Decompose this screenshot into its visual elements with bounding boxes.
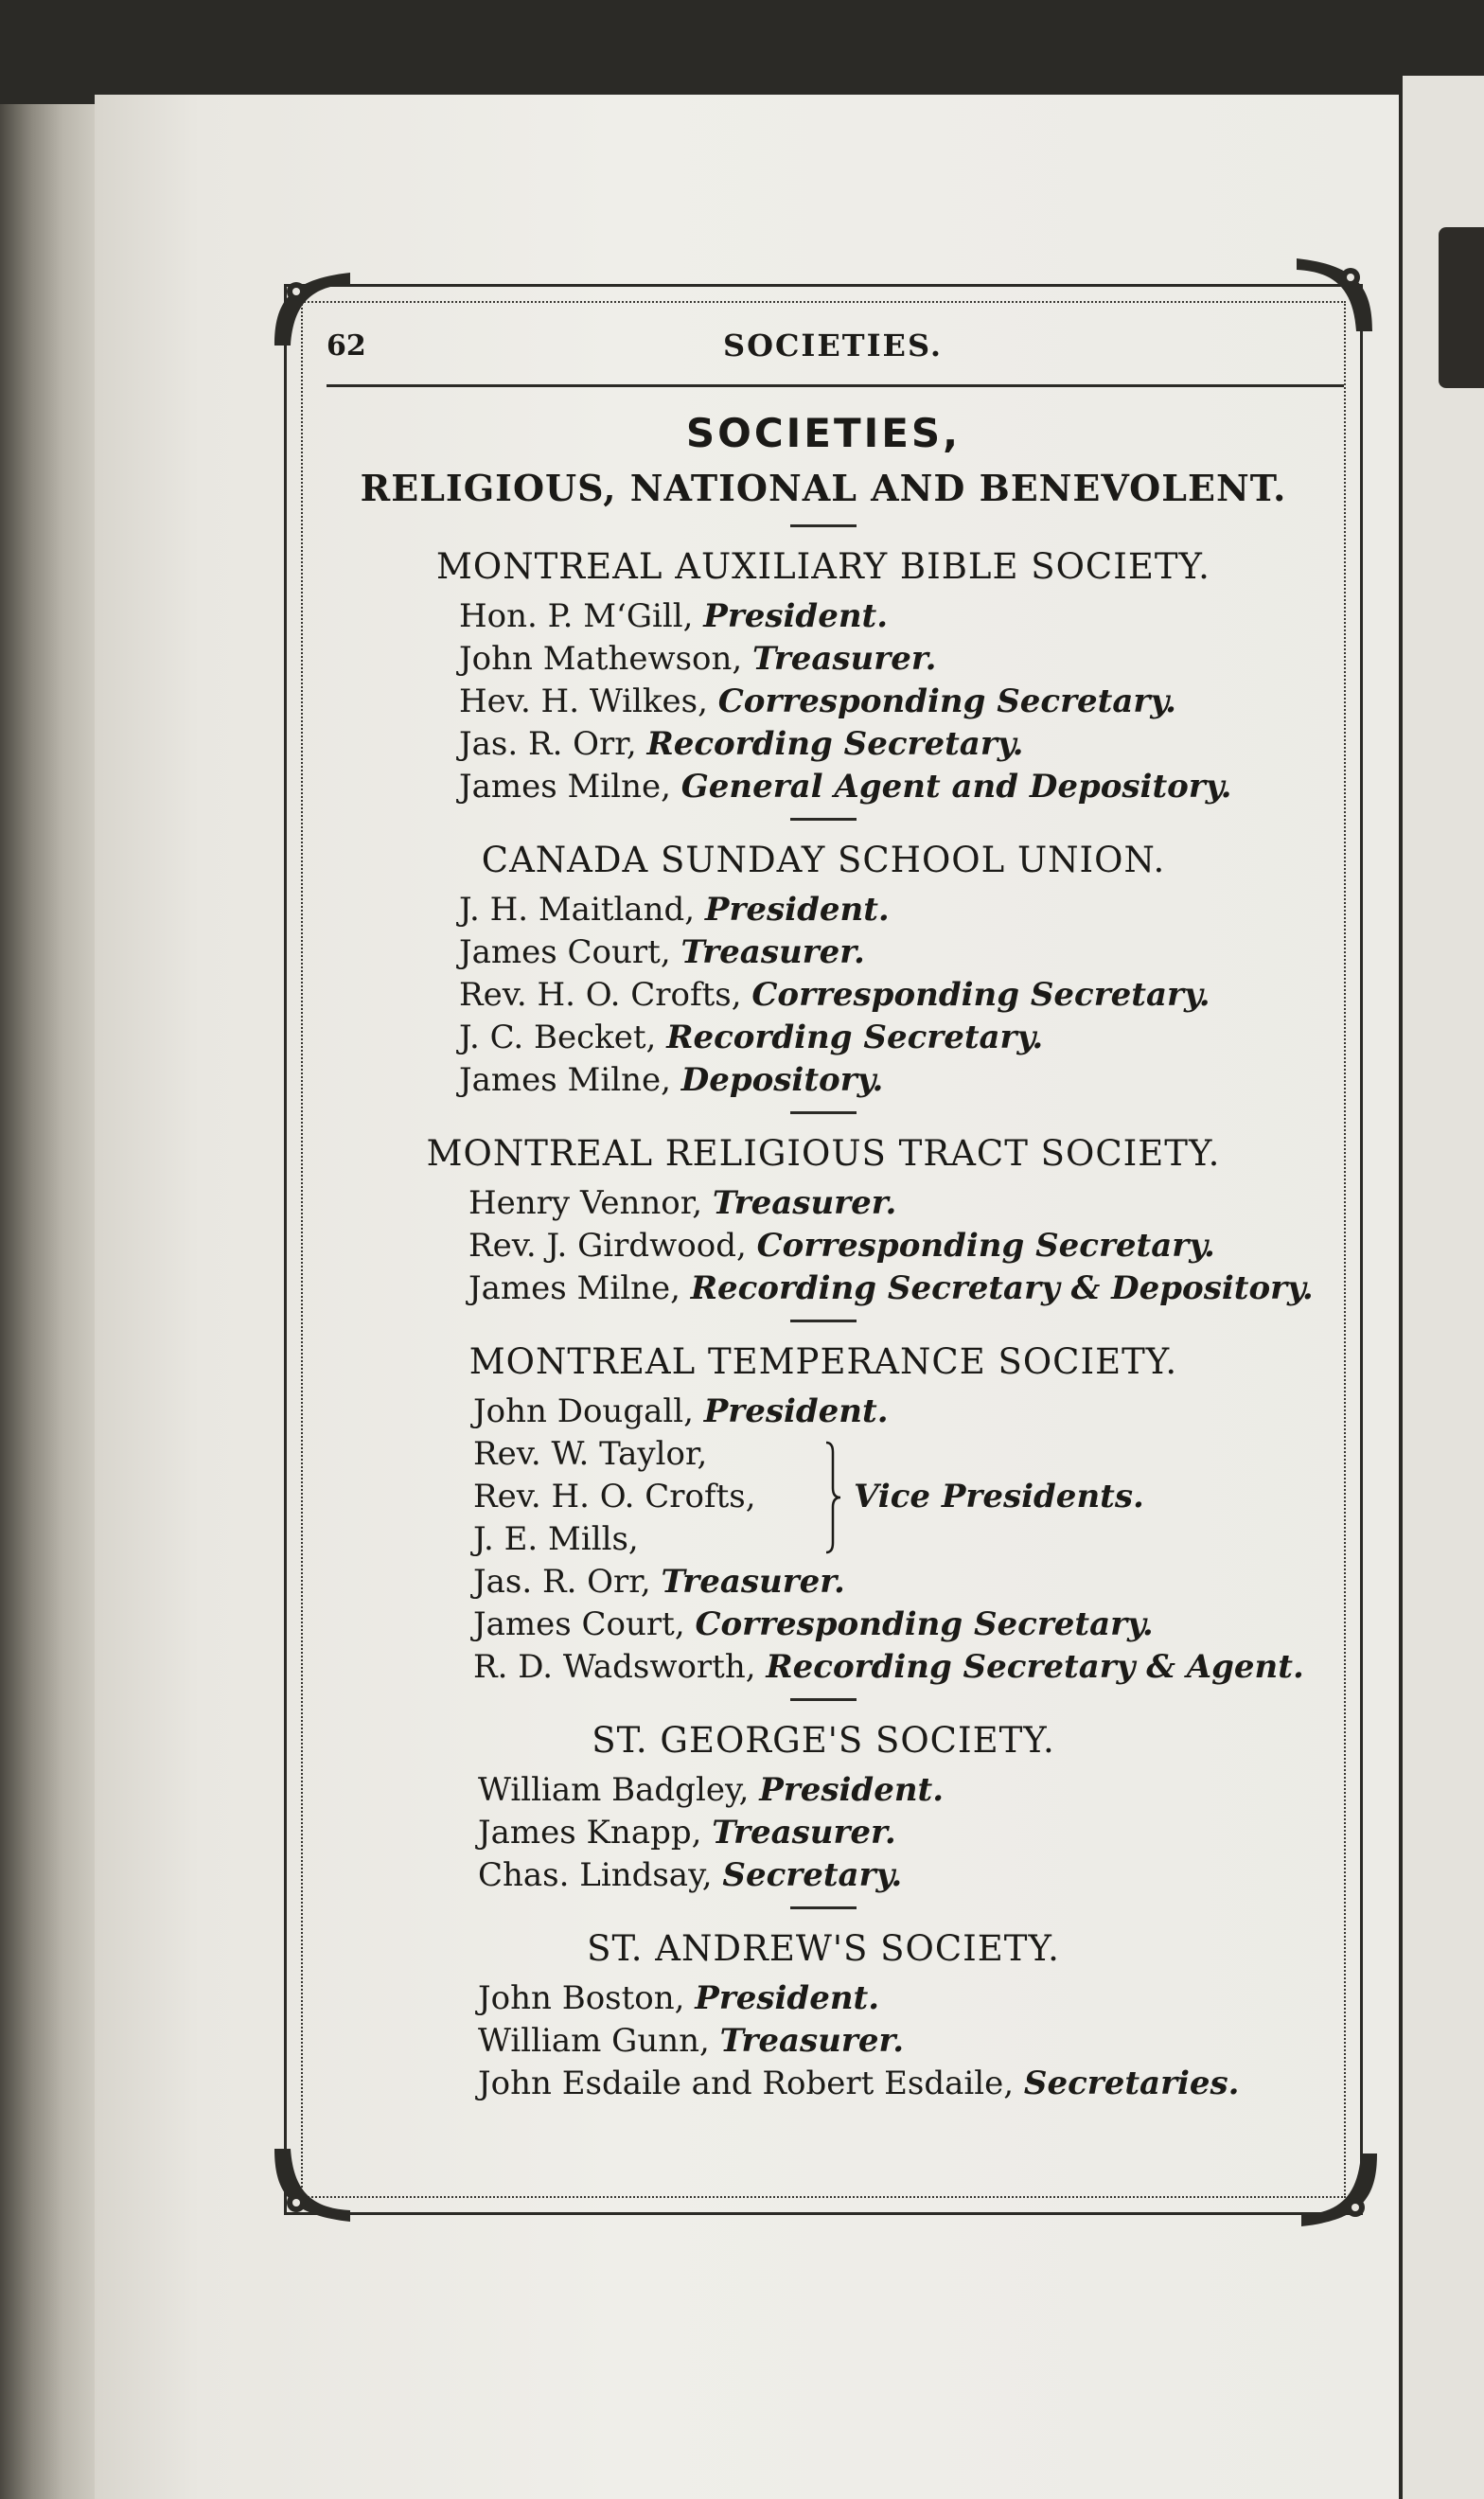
book-page-edge [0, 104, 104, 2499]
member-role: Corresponding Secretary. [695, 1605, 1154, 1643]
member-entry [473, 1561, 1334, 1604]
member-name: John Esdaile and Robert Esdaile, [478, 2065, 1015, 2102]
member-entry [473, 1646, 1334, 1689]
member-entry [478, 2063, 1334, 2105]
society-title: MONTREAL RELIGIOUS TRACT SOCIETY. [426, 1133, 1221, 1174]
member-entry [459, 766, 1334, 808]
society-title: ST. ANDREW'S SOCIETY. [587, 1928, 1060, 1969]
divider [790, 524, 857, 527]
member-entry [459, 595, 1334, 638]
member-entry [468, 1225, 1334, 1267]
member-entry [459, 723, 1334, 766]
member-name: Hev. H. Wilkes, [459, 682, 708, 720]
member-entry [478, 1977, 1334, 2020]
member-entry [478, 1769, 1334, 1812]
divider [790, 1698, 857, 1701]
member-entry [459, 1017, 1334, 1059]
member-role: Depository. [680, 1061, 884, 1099]
society-block [312, 539, 1334, 808]
member-entry [478, 2020, 1334, 2063]
member-entry [459, 931, 1334, 974]
divider [790, 818, 857, 821]
society-block [312, 1334, 1334, 1689]
member-name: James Milne, [468, 1269, 680, 1307]
member-name: William Badgley, [478, 1771, 750, 1809]
member-role: President. [695, 1979, 880, 2017]
member-entry [459, 638, 1334, 681]
facing-page-ornament [1439, 227, 1484, 388]
corner-ornament-bottom-right-icon [1297, 2149, 1382, 2234]
member-name: R. D. Wadsworth, [473, 1648, 756, 1686]
member-role: Treasurer. [712, 1814, 896, 1852]
member-name: Henry Vennor, [468, 1184, 703, 1222]
divider [790, 1906, 857, 1909]
member-name: John Dougall, [473, 1392, 694, 1430]
member-role: Recording Secretary. [666, 1019, 1044, 1056]
member-role: Treasurer. [752, 640, 937, 678]
member-name: John Boston, [478, 1979, 685, 2017]
vice-president-name: Rev. H. O. Crofts, [473, 1478, 756, 1515]
member-entry [459, 1059, 1334, 1102]
page-header [327, 322, 1339, 379]
society-block [312, 1125, 1334, 1310]
member-name: William Gunn, [478, 2022, 710, 2060]
member-role: Secretary. [722, 1856, 903, 1894]
member-entry [473, 1391, 1334, 1433]
society-title: CANADA SUNDAY SCHOOL UNION. [481, 840, 1166, 880]
society-block [312, 1921, 1334, 2105]
member-name: James Milne, [459, 1061, 671, 1099]
member-name: James Court, [459, 933, 671, 971]
brace-icon [823, 1441, 842, 1554]
member-role: Corresponding Secretary. [717, 682, 1177, 720]
society-title: MONTREAL TEMPERANCE SOCIETY. [468, 1341, 1178, 1382]
divider [790, 1111, 857, 1114]
facing-page-edge [1403, 76, 1484, 2499]
member-role: Recording Secretary. [646, 725, 1024, 763]
member-role: Treasurer. [712, 1184, 897, 1222]
section-title: SOCIETIES, [685, 410, 962, 456]
society-title: MONTREAL AUXILIARY BIBLE SOCIETY. [436, 546, 1210, 587]
member-role: Treasurer. [680, 933, 865, 971]
member-role: Recording Secretary & Depository. [690, 1269, 1314, 1307]
vice-president-name: Rev. W. Taylor, [473, 1435, 708, 1473]
running-head: SOCIETIES. [722, 328, 944, 363]
member-role: President. [703, 1392, 889, 1430]
member-entry [459, 889, 1334, 931]
member-name: Rev. H. O. Crofts, [459, 976, 742, 1014]
member-role: Treasurer. [661, 1563, 845, 1601]
society-block [312, 832, 1334, 1102]
page-number: 62 [327, 329, 366, 363]
vice-president-name: J. E. Mills, [473, 1520, 639, 1558]
member-name: Rev. J. Girdwood, [468, 1227, 747, 1265]
member-entry [473, 1604, 1334, 1646]
member-name: Jas. R. Orr, [473, 1563, 651, 1601]
member-role: Recording Secretary & Agent. [766, 1648, 1304, 1686]
member-name: James Milne, [459, 768, 671, 806]
member-role: Corresponding Secretary. [756, 1227, 1215, 1265]
member-role: President. [759, 1771, 945, 1809]
page-content [312, 388, 1334, 2105]
member-role: Corresponding Secretary. [751, 976, 1210, 1014]
vice-presidents-role: Vice Presidents. [854, 1478, 1144, 1515]
member-entry [468, 1182, 1334, 1225]
member-role: President. [703, 597, 889, 635]
divider [790, 1320, 857, 1322]
member-entry [459, 974, 1334, 1017]
member-name: J. H. Maitland, [459, 891, 696, 929]
member-entry [478, 1812, 1334, 1854]
corner-ornament-bottom-left-icon [270, 2144, 355, 2229]
member-role: Treasurer. [719, 2022, 905, 2060]
society-title: ST. GEORGE'S SOCIETY. [592, 1720, 1055, 1761]
member-entry [468, 1267, 1334, 1310]
member-role: General Agent and Depository. [680, 768, 1232, 806]
member-name: Jas. R. Orr, [459, 725, 637, 763]
member-name: John Mathewson, [459, 640, 743, 678]
member-role: Secretaries. [1023, 2065, 1240, 2102]
section-subtitle: RELIGIOUS, NATIONAL AND BENEVOLENT. [360, 467, 1287, 509]
member-name: J. C. Becket, [459, 1019, 657, 1056]
member-entry [478, 1854, 1334, 1897]
member-name: Chas. Lindsay, [478, 1856, 713, 1894]
member-name: Hon. P. M‘Gill, [459, 597, 694, 635]
vice-presidents-group [473, 1433, 1334, 1561]
member-name: James Court, [473, 1605, 685, 1643]
member-entry [459, 681, 1334, 723]
member-name: James Knapp, [478, 1814, 702, 1852]
header-rule [327, 384, 1344, 387]
society-block [312, 1712, 1334, 1897]
member-role: President. [704, 891, 890, 929]
